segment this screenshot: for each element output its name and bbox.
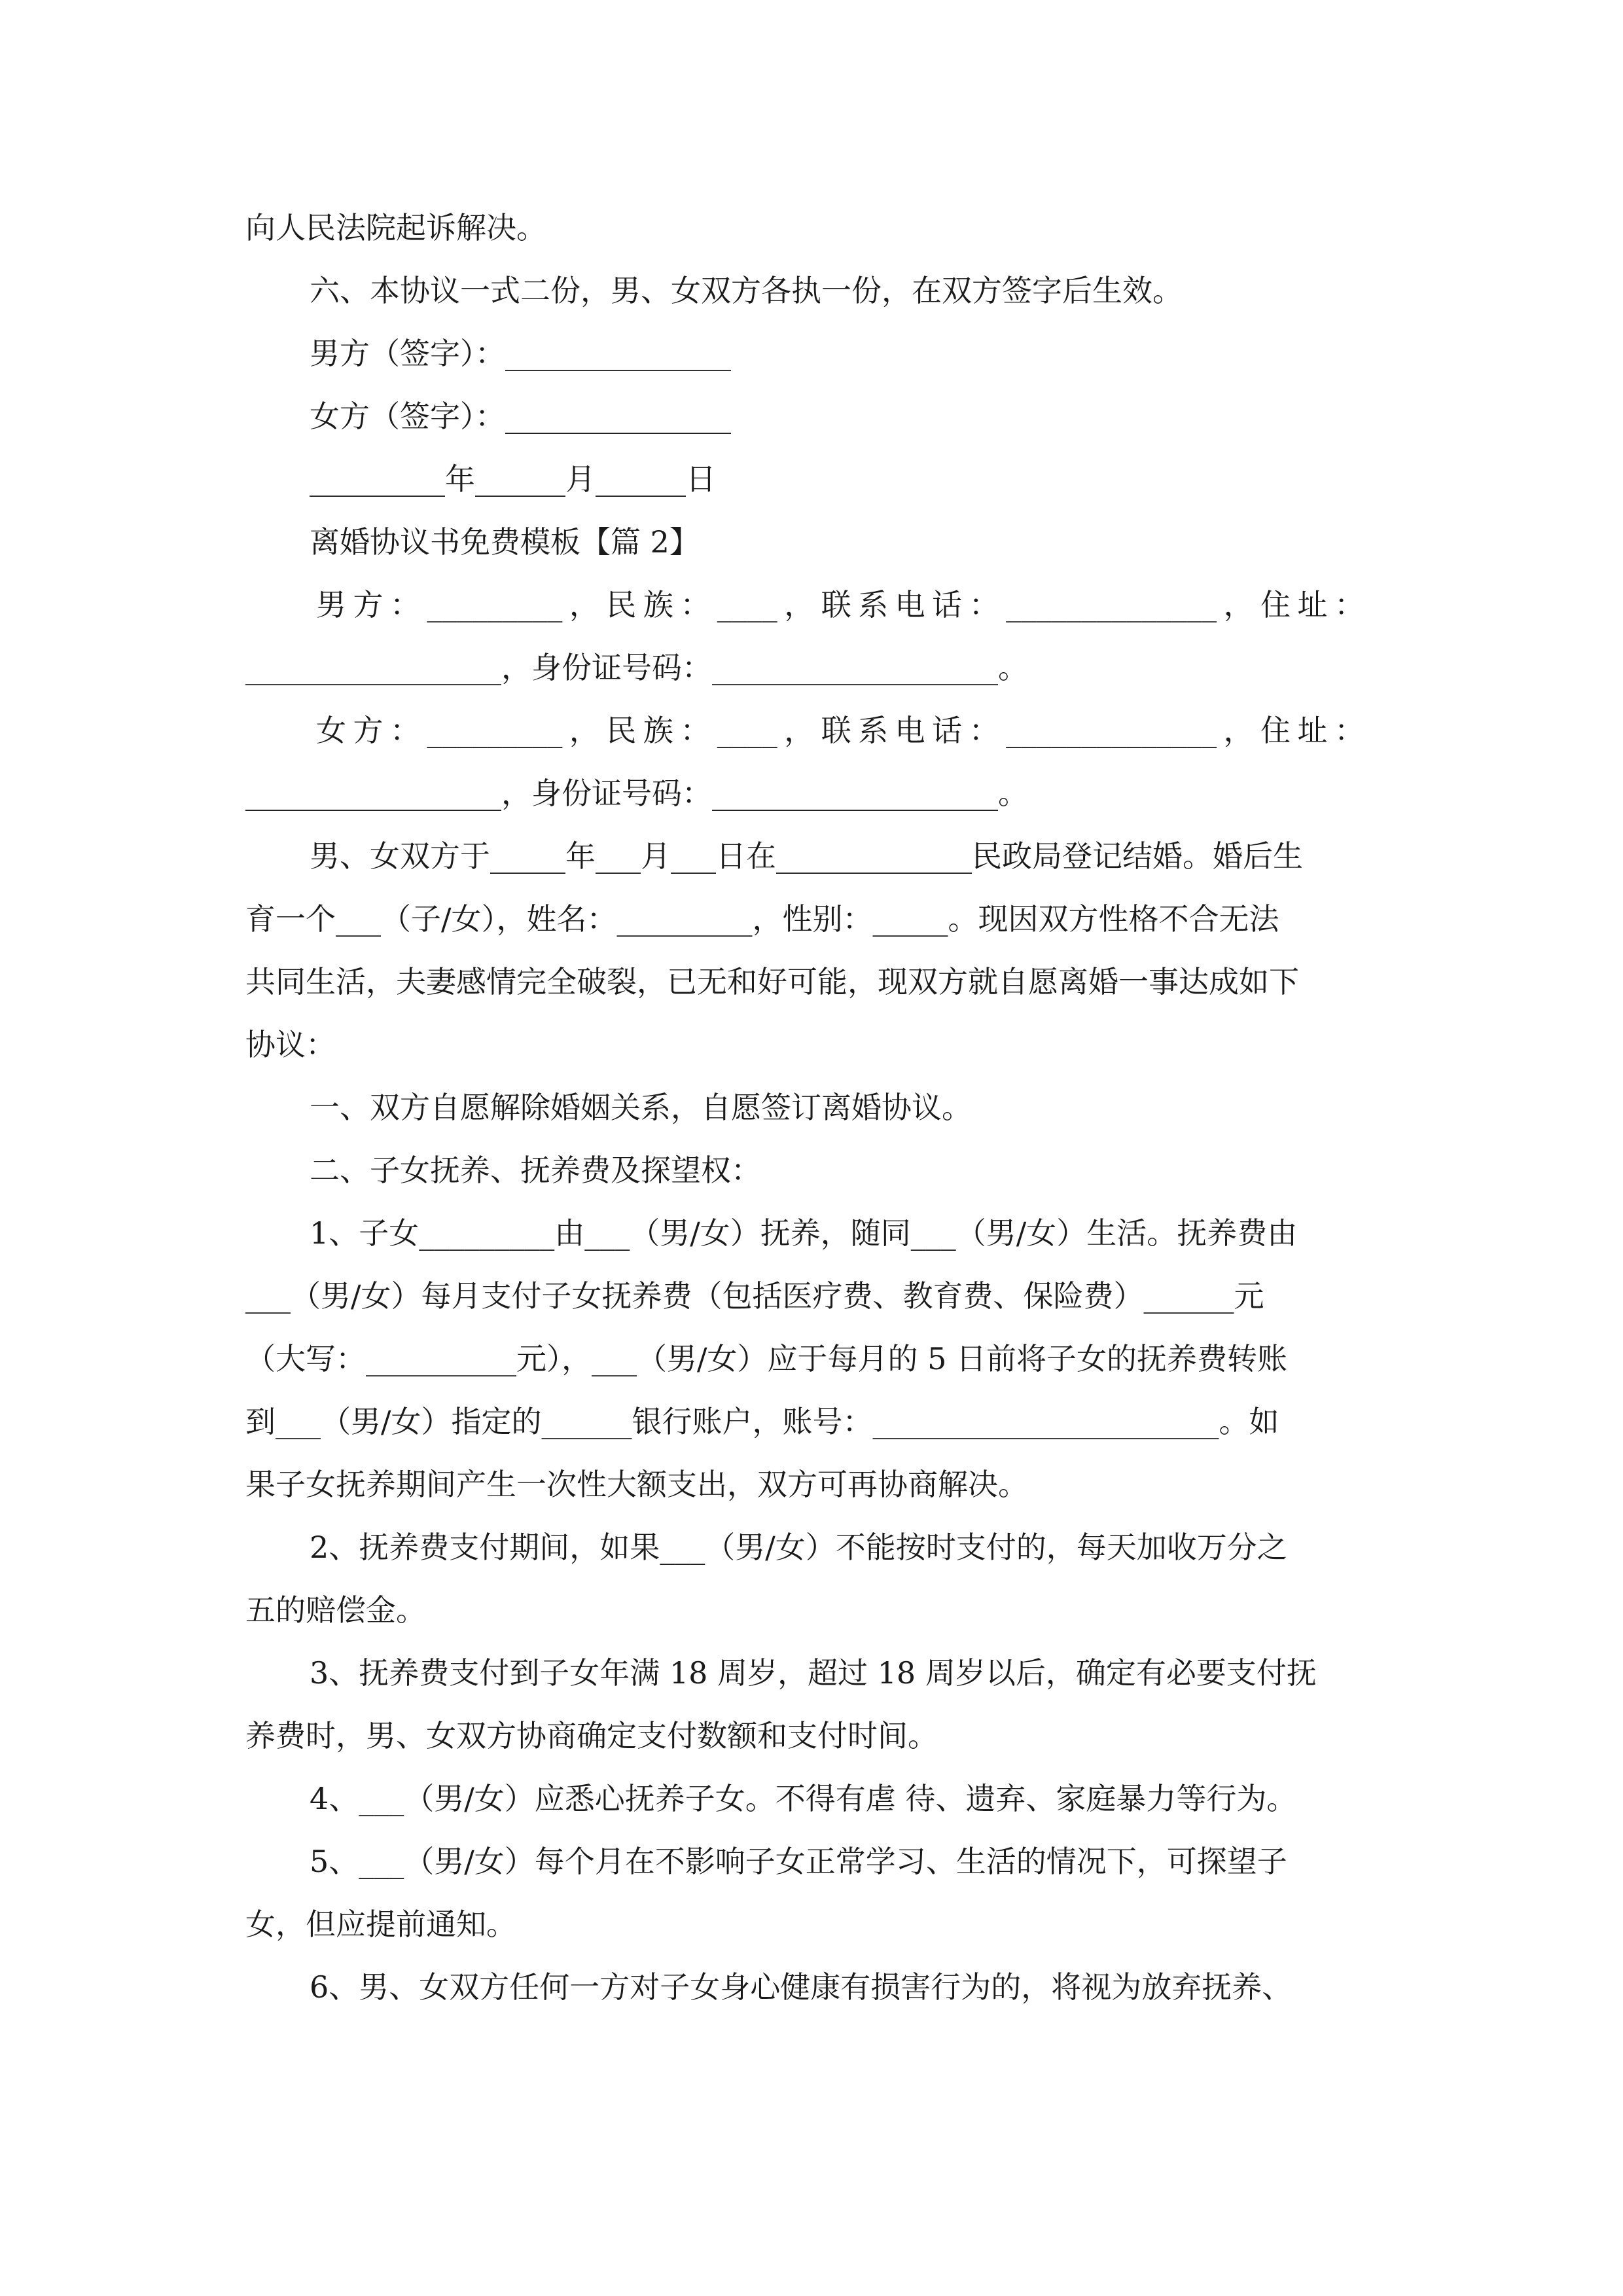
- text-line: _________________，身份证号码：___________________。: [245, 776, 1028, 811]
- text-line: 一、双方自愿解除婚姻关系，自愿签订离婚协议。: [310, 1090, 972, 1125]
- text-line: 6、男、女双方任何一方对子女身心健康有损害行为的，将视为放弃抚养、: [310, 1969, 1293, 2005]
- signature-line-female: 女方（签字）：_______________: [310, 399, 731, 434]
- text-line: 女方：_________，民族：____，联系电话：______________，住址：: [316, 713, 1364, 748]
- text-line: 女，但应提前通知。: [245, 1907, 516, 1942]
- text-line: 养费时，男、女双方协商确定支付数额和支付时间。: [245, 1718, 938, 1753]
- text-line: 二、子女抚养、抚养费及探望权：: [310, 1153, 761, 1188]
- text-line: ___（男/女）每月支付子女抚养费（包括医疗费、教育费、保险费）______元: [245, 1278, 1264, 1314]
- text-line: 向人民法院起诉解决。: [245, 210, 546, 245]
- text-line: 5、___（男/女）每个月在不影响子女正常学习、生活的情况下，可探望子: [310, 1844, 1287, 1879]
- text-line: 六、本协议一式二份，男、女双方各执一份，在双方签字后生效。: [310, 273, 1183, 308]
- section-heading: 离婚协议书免费模板【篇 2】: [310, 524, 700, 560]
- text-line: 育一个___（子/女），姓名：_________，性别：_____。现因双方性格不合无法: [245, 901, 1279, 937]
- text-line: 4、___（男/女）应悉心抚养子女。不得有虐 待、遗弃、家庭暴力等行为。: [310, 1781, 1297, 1816]
- text-line: 1、子女_________由___（男/女）抚养，随同___（男/女）生活。抚养费由: [310, 1215, 1298, 1251]
- text-line: 五的赔偿金。: [245, 1592, 426, 1628]
- text-line: 男方：_________，民族：____，联系电话：______________，住址：: [316, 587, 1364, 622]
- signature-line-male: 男方（签字）：_______________: [310, 336, 731, 371]
- text-line: 男、女双方于_____年___月___日在_____________民政局登记结婚。婚后生: [310, 838, 1303, 874]
- text-line: （大写：__________元），___（男/女）应于每月的 5 日前将子女的抚养费转账: [245, 1341, 1288, 1376]
- date-line: _________年______月______日: [310, 461, 716, 497]
- text-line: 3、抚养费支付到子女年满 18 周岁，超过 18 周岁以后，确定有必要支付抚: [310, 1655, 1317, 1691]
- text-line: 协议：: [245, 1027, 336, 1062]
- text-line: 到___（男/女）指定的______银行账户，账号：_______________________。如: [245, 1404, 1279, 1439]
- text-line: 果子女抚养期间产生一次性大额支出，双方可再协商解决。: [245, 1467, 1028, 1502]
- text-line: 共同生活，夫妻感情完全破裂，已无和好可能，现双方就自愿离婚一事达成如下: [245, 964, 1299, 999]
- text-line: 2、抚养费支付期间，如果___（男/女）不能按时支付的，每天加收万分之: [310, 1530, 1287, 1565]
- text-line: _________________，身份证号码：___________________。: [245, 650, 1028, 685]
